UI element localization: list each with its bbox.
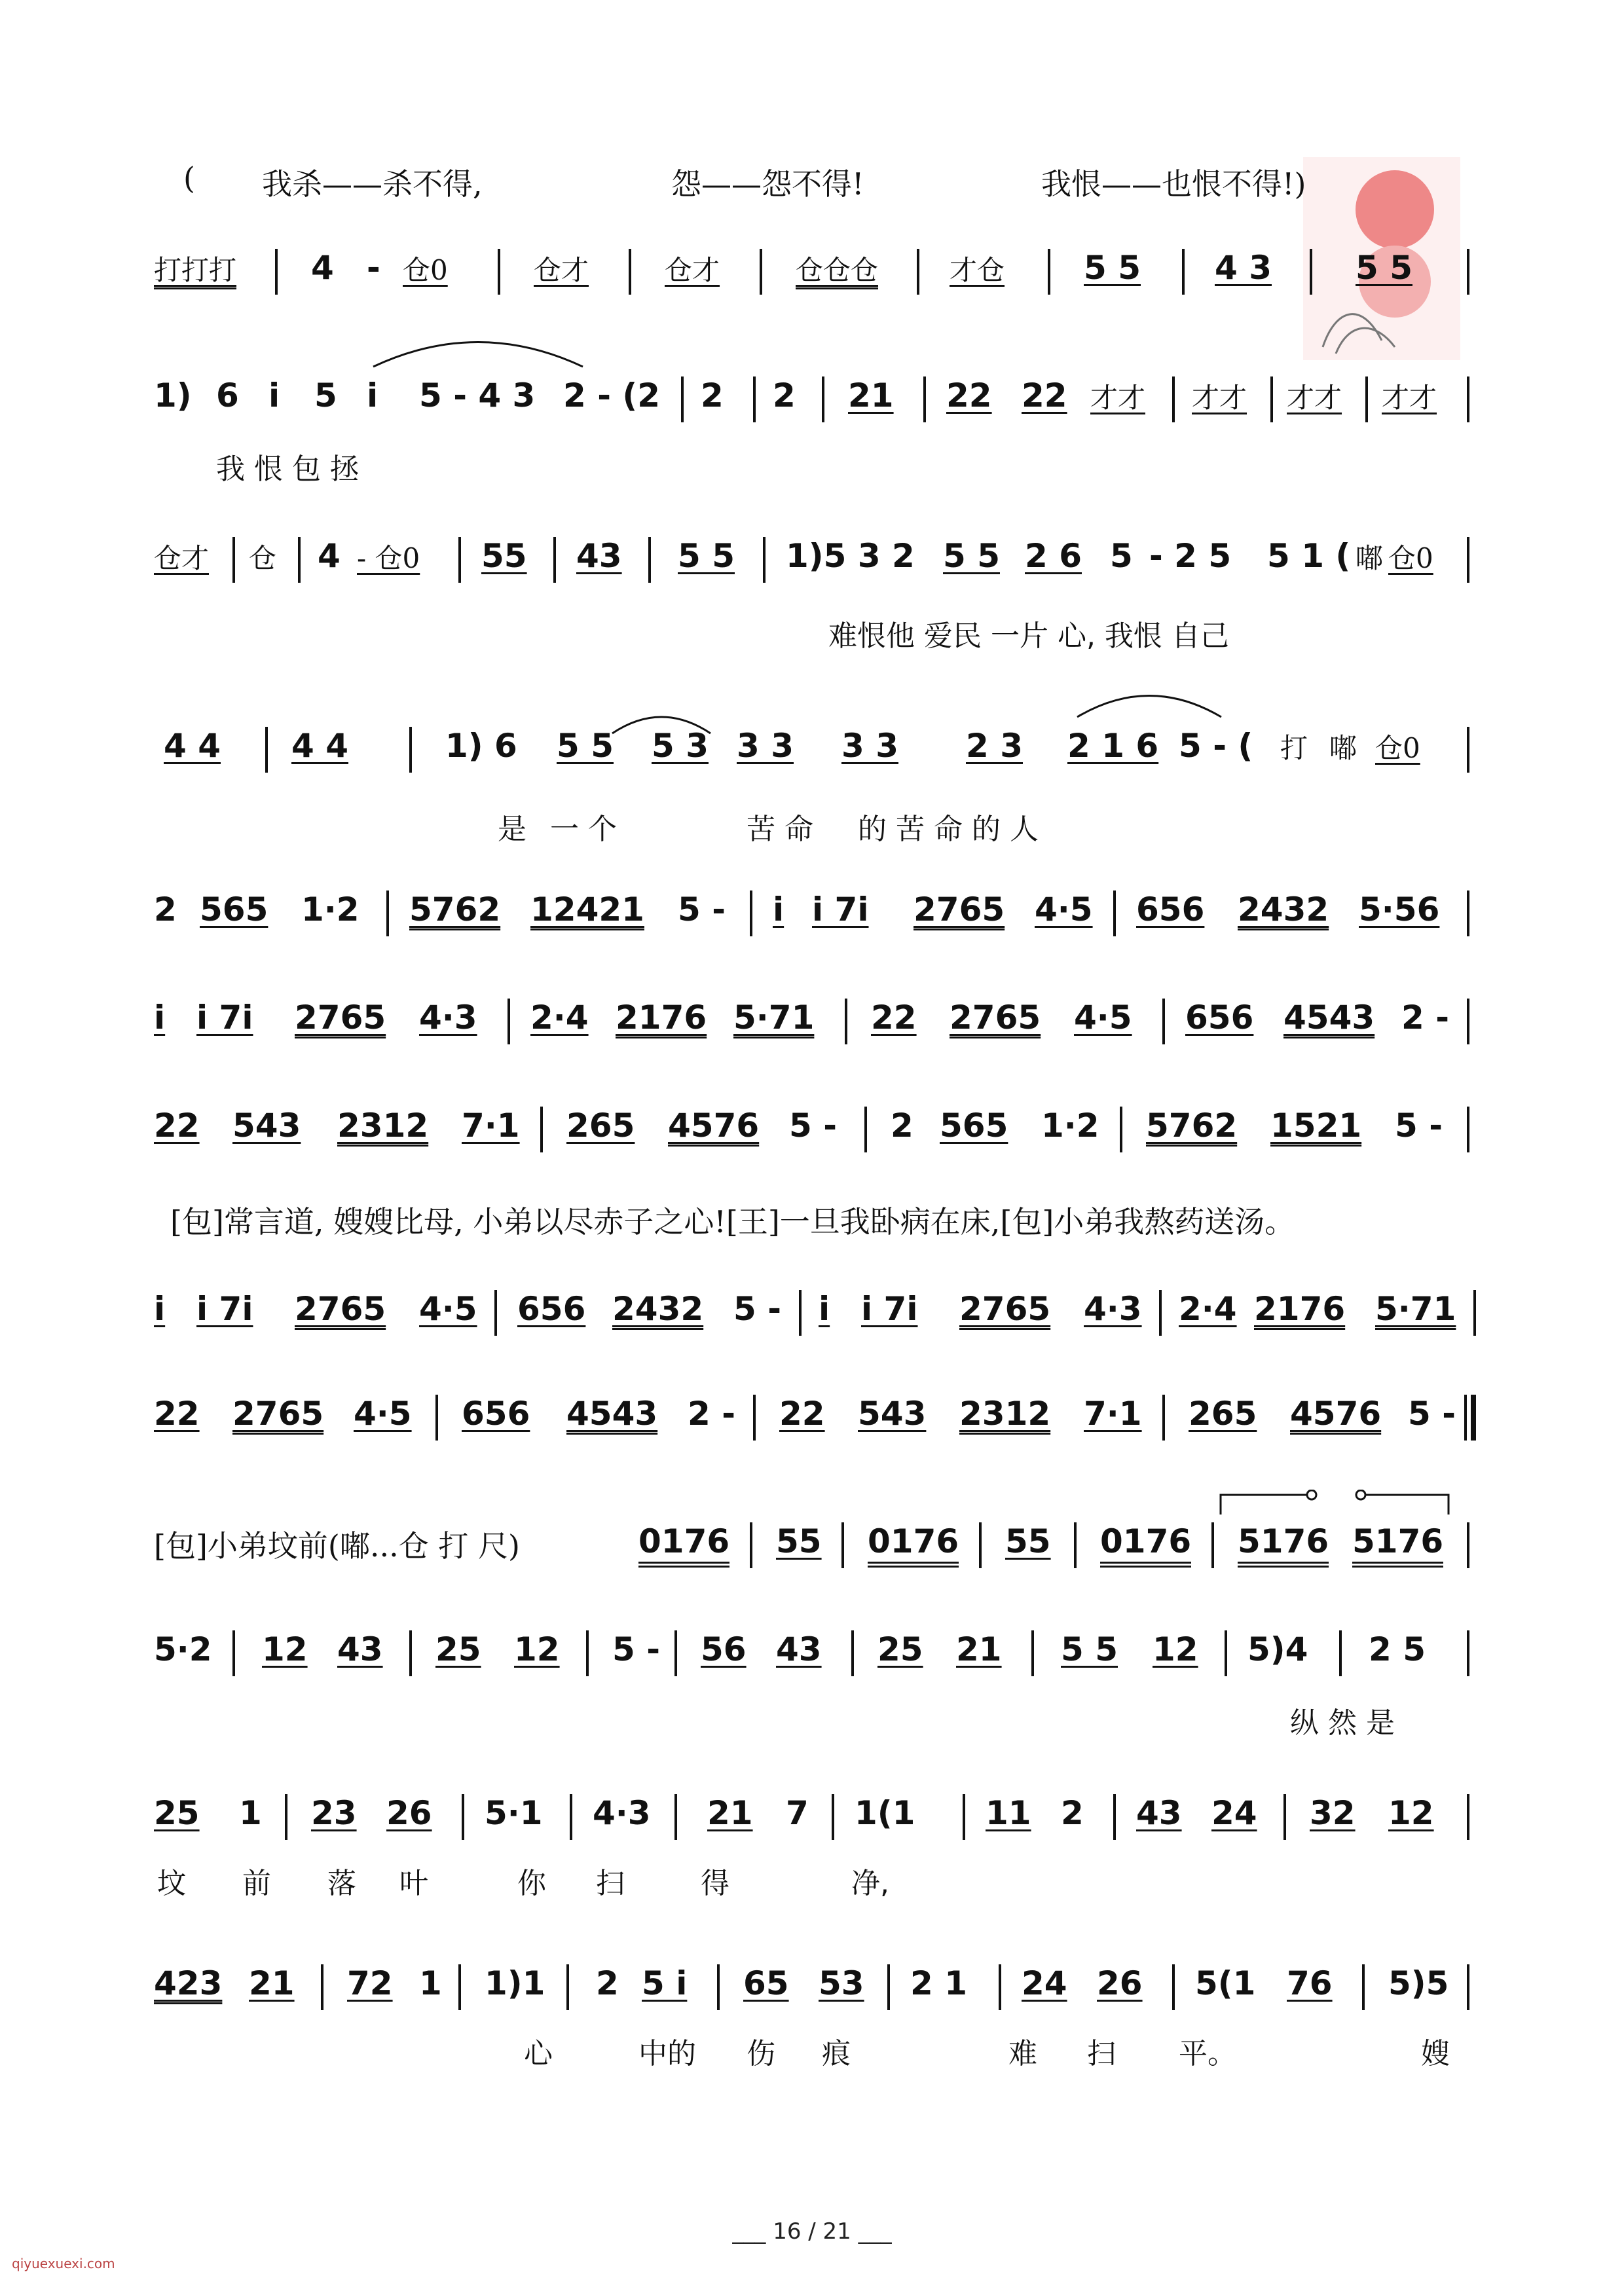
bar-line	[1074, 1522, 1077, 1568]
note-group: 23	[311, 1794, 357, 1832]
note-group: 6	[216, 376, 239, 414]
bar-line	[681, 376, 684, 422]
note-group: 打	[1280, 732, 1308, 764]
note-group: 才才	[1090, 382, 1146, 414]
bar-line	[409, 1630, 412, 1676]
bar-line	[629, 249, 631, 295]
note-group: 21	[848, 376, 894, 414]
open-paren: (	[183, 160, 195, 196]
note-group: 嘟	[1329, 732, 1357, 764]
note-group: 22	[946, 376, 992, 414]
bar-line	[648, 537, 651, 583]
note-group: 5 - (	[1179, 727, 1253, 765]
note-group: 22	[1022, 376, 1067, 414]
lyrics: 难恨他 爱民 一片 心, 我恨 自己	[828, 619, 1229, 653]
note-group: 22	[154, 1107, 200, 1145]
note-group: 1)	[154, 376, 192, 414]
note-group: 才才	[1287, 382, 1342, 414]
note-group: 1)5 3 2	[786, 537, 915, 575]
note-group: - 2 5	[1149, 537, 1232, 575]
note-group: 5·1	[485, 1794, 543, 1832]
note-group: 25	[435, 1630, 481, 1668]
note-group: 0176	[638, 1522, 729, 1568]
note-group: 65	[743, 1964, 789, 2002]
note-group: 5176	[1238, 1522, 1329, 1568]
note-group: - 仓0	[357, 542, 420, 574]
lyrics: 前	[242, 1867, 271, 1900]
note-group: 22	[779, 1395, 825, 1433]
note-group: 3 3	[841, 727, 898, 765]
note-group: 5 -	[789, 1107, 837, 1145]
note-group: 7	[786, 1794, 809, 1832]
note-group: 3 3	[737, 727, 794, 765]
bar-line	[1362, 1964, 1365, 2010]
bar-line	[1467, 1964, 1469, 2010]
lyrics: 嫂	[1421, 2037, 1450, 2070]
note-group: 22	[154, 1395, 200, 1433]
bar-line	[750, 1522, 752, 1568]
note-group: 5 -	[733, 1290, 781, 1328]
note-group: 565	[200, 890, 268, 928]
bar-line	[1471, 1395, 1476, 1441]
note-group: 4543	[566, 1395, 658, 1433]
lyrics: 是	[498, 813, 526, 846]
bar-line	[799, 1290, 802, 1336]
bar-line	[386, 890, 389, 936]
note-group: 仓仓仓	[796, 254, 879, 286]
lyrics: 净,	[851, 1867, 889, 1900]
note-group: 4·5	[1074, 999, 1132, 1037]
text-c: 我恨——也恨不得!)	[1041, 166, 1306, 202]
note-group: 2432	[612, 1290, 704, 1328]
note-group: 5762	[409, 890, 501, 928]
note-group: 2765	[232, 1395, 324, 1433]
note-group: 11	[986, 1794, 1031, 1832]
note-group: 53	[819, 1964, 864, 2002]
note-group: 仓才	[154, 542, 210, 574]
note-group: 32	[1310, 1794, 1356, 1832]
note-group: 55	[1005, 1522, 1051, 1560]
bar-line	[1283, 1794, 1286, 1840]
bar-line	[232, 537, 235, 583]
lyrics: 扫	[596, 1867, 625, 1900]
note-group: i 7i	[812, 890, 869, 928]
lyrics: 伤	[747, 2037, 775, 2070]
bar-line	[753, 376, 756, 422]
bar-line	[285, 1794, 287, 1840]
note-group: 4576	[668, 1107, 760, 1145]
note-group: i	[819, 1290, 830, 1328]
bar-line	[275, 249, 278, 295]
note-group: 2 -	[688, 1395, 735, 1433]
bar-line	[435, 1395, 438, 1441]
note-group: 656	[462, 1395, 530, 1433]
note-group: 0176	[1100, 1522, 1191, 1568]
note-group: i 7i	[861, 1290, 918, 1328]
note-group: 5762	[1146, 1107, 1238, 1145]
note-group: 仓0	[1388, 542, 1433, 574]
note-group: 2 1 6	[1067, 727, 1159, 765]
note-group: 72	[347, 1964, 393, 2002]
bar-line	[498, 249, 500, 295]
bar-line	[1467, 1522, 1469, 1568]
note-group: 12	[514, 1630, 560, 1668]
note-group: 4576	[1290, 1395, 1382, 1433]
note-group: 5)5	[1388, 1964, 1449, 2002]
bar-line	[832, 1794, 834, 1840]
bar-line	[917, 249, 919, 295]
bar-line	[1172, 1964, 1175, 2010]
lyrics: 苦 命	[747, 813, 813, 846]
lyrics: 难	[1008, 2037, 1037, 2070]
note-group: 5·56	[1359, 890, 1440, 928]
note-group: 2 5	[1369, 1630, 1426, 1668]
note-group: 21	[249, 1964, 295, 2002]
note-group: 4·3	[419, 999, 477, 1037]
bar-line	[1270, 376, 1273, 422]
lyrics: 一 个	[550, 813, 617, 846]
note-group: 5 i	[642, 1964, 688, 2002]
bar-line	[717, 1964, 720, 2010]
note-group: 1	[239, 1794, 262, 1832]
note-group: 5·71	[733, 999, 815, 1037]
lyrics: 中的	[638, 2037, 696, 2070]
bar-line	[674, 1794, 677, 1840]
note-group: 12421	[530, 890, 644, 928]
note-group: 仓	[249, 542, 277, 574]
page-number: ___ 16 / 21 ___	[732, 2218, 892, 2245]
note-group: 2765	[295, 999, 386, 1037]
bar-line	[887, 1964, 890, 2010]
note-group: 565	[940, 1107, 1008, 1145]
note-group: 2	[773, 376, 796, 414]
note-group: 12	[1153, 1630, 1198, 1668]
bar-line	[1464, 1395, 1467, 1441]
bar-line	[570, 1794, 572, 1840]
note-group: 0176	[868, 1522, 959, 1568]
note-group: i	[773, 890, 784, 928]
note-group: 4·3	[1084, 1290, 1142, 1328]
note-group: 43	[776, 1630, 822, 1668]
note-group: 5)4	[1247, 1630, 1308, 1668]
note-group: 55	[481, 537, 527, 575]
note-group: 仓才	[665, 254, 720, 286]
bar-line	[265, 727, 268, 773]
note-group: 43	[576, 537, 622, 575]
note-group: 4·5	[354, 1395, 412, 1433]
note-group: 24	[1022, 1964, 1067, 2002]
lyrics: 得	[701, 1867, 729, 1900]
note-group: 5 1 (	[1267, 537, 1351, 575]
bar-line	[1211, 1522, 1214, 1568]
note-group: 26	[386, 1794, 432, 1832]
note-group: 2765	[913, 890, 1005, 928]
note-group: 4·5	[419, 1290, 477, 1328]
note-group: 21	[956, 1630, 1002, 1668]
note-group: i	[154, 1290, 166, 1328]
bar-line	[1162, 999, 1165, 1044]
note-group: 5 - 4 3	[419, 376, 536, 414]
note-group: 25	[877, 1630, 923, 1668]
note-group: 22	[871, 999, 917, 1037]
note-group: 2312	[337, 1107, 429, 1145]
note-group: 5 -	[1395, 1107, 1443, 1145]
lyrics: 心	[524, 2037, 553, 2070]
note-group: 1·2	[301, 890, 360, 928]
bar-line	[507, 999, 510, 1044]
bar-line	[963, 1794, 965, 1840]
note-group: 4 3	[1215, 249, 1272, 287]
lyrics: 我 恨 包 拯	[216, 452, 359, 486]
note-group: 打打打	[154, 254, 237, 286]
bar-line	[1339, 1630, 1342, 1676]
note-group: 5 5	[557, 727, 614, 765]
note-group: 21	[707, 1794, 753, 1832]
note-group: 2765	[959, 1290, 1051, 1328]
note-group: 2 6	[1025, 537, 1082, 575]
note-group: 2	[596, 1964, 619, 2002]
site-watermark: qiyuexuexi.com	[12, 2256, 115, 2271]
note-group: 2 -	[1401, 999, 1449, 1037]
bar-line	[822, 376, 824, 422]
lyrics: 纵 然 是	[1290, 1706, 1395, 1740]
text-a: 我杀——杀不得,	[262, 166, 483, 202]
bar-line	[321, 1964, 323, 2010]
note-group: 24	[1211, 1794, 1257, 1832]
bar-line	[1310, 249, 1312, 295]
lyrics: 你	[517, 1867, 546, 1900]
bar-line	[1182, 249, 1185, 295]
note-group: 才才	[1192, 382, 1247, 414]
bar-line	[232, 1630, 235, 1676]
note-group: 5·2	[154, 1630, 212, 1668]
interlude-text: [包]小弟坟前(嘟...仓 打 尺)	[154, 1528, 520, 1564]
text-b: 怨——怨不得!	[671, 166, 864, 202]
note-group: 5 5	[943, 537, 1000, 575]
bar-line	[1159, 1290, 1162, 1336]
note-group: 2765	[295, 1290, 386, 1328]
note-group: -	[367, 249, 380, 287]
note-group: 265	[1189, 1395, 1257, 1433]
note-group: 2176	[616, 999, 707, 1037]
note-group: 26	[1097, 1964, 1143, 2002]
bar-line	[760, 249, 762, 295]
note-group: 嘟	[1356, 542, 1384, 574]
bar-line	[674, 1630, 677, 1676]
bar-line	[458, 537, 461, 583]
note-group: 5·71	[1375, 1290, 1456, 1328]
note-group: 2·4	[530, 999, 589, 1037]
note-group: i	[367, 376, 378, 414]
repeat-bracket	[1218, 1490, 1454, 1516]
note-group: 2 3	[966, 727, 1023, 765]
note-group: 1521	[1270, 1107, 1362, 1145]
bar-line	[1113, 890, 1116, 936]
note-group: 4 4	[291, 727, 348, 765]
note-group: 5 5	[1061, 1630, 1118, 1668]
bar-line	[1473, 1290, 1476, 1336]
note-group: i	[268, 376, 280, 414]
bar-line	[1467, 1630, 1469, 1676]
bar-line	[1467, 727, 1469, 773]
note-group: 才才	[1382, 382, 1437, 414]
note-group: 1) 6	[445, 727, 517, 765]
note-group: 265	[566, 1107, 635, 1145]
note-group: 656	[517, 1290, 586, 1328]
bar-line	[1467, 1794, 1469, 1840]
note-group: 2765	[950, 999, 1041, 1037]
note-group: 5 3	[652, 727, 709, 765]
note-group: 7·1	[462, 1107, 520, 1145]
note-group: 5176	[1352, 1522, 1443, 1568]
note-group: 5 -	[678, 890, 726, 928]
note-group: 仓0	[403, 254, 448, 286]
note-group: 4	[311, 249, 334, 287]
note-group: 4543	[1283, 999, 1375, 1037]
note-group: 56	[701, 1630, 747, 1668]
note-group: 1	[419, 1964, 442, 2002]
lyrics: 痕	[822, 2037, 851, 2070]
note-group: 5 5	[678, 537, 735, 575]
bar-line	[586, 1630, 589, 1676]
note-group: 1)1	[485, 1964, 545, 2002]
lyrics: 平。	[1179, 2037, 1236, 2070]
note-group: 仓才	[534, 254, 589, 286]
bar-line	[553, 537, 556, 583]
bar-line	[1467, 537, 1469, 583]
bar-line	[298, 537, 301, 583]
bar-line	[1162, 1395, 1165, 1441]
bar-line	[1120, 1107, 1122, 1152]
bar-line	[1048, 249, 1050, 295]
bar-line	[845, 999, 847, 1044]
slur-mark	[1074, 684, 1225, 720]
note-group: 5 -	[612, 1630, 660, 1668]
lyrics: 扫	[1087, 2037, 1116, 2070]
dialogue-line: [包]常言道, 嫂嫂比母, 小弟以尽赤子之心![王]一旦我卧病在床,[包]小弟我熬药送汤。	[170, 1204, 1295, 1239]
note-group: 543	[232, 1107, 301, 1145]
note-group: 43	[1136, 1794, 1182, 1832]
note-group: i 7i	[196, 999, 253, 1037]
bar-line	[1365, 376, 1368, 422]
bar-line	[1225, 1630, 1227, 1676]
bar-line	[1467, 249, 1469, 295]
bar-line	[1172, 376, 1175, 422]
note-group: 656	[1136, 890, 1205, 928]
bar-line	[409, 727, 412, 773]
bar-line	[540, 1107, 543, 1152]
note-group: 25	[154, 1794, 200, 1832]
note-group: 43	[337, 1630, 383, 1668]
lyrics: 的 苦 命 的 人	[858, 813, 1039, 846]
note-group: 4 4	[164, 727, 221, 765]
note-group: 2176	[1254, 1290, 1346, 1328]
bar-line	[750, 890, 752, 936]
bar-line	[1113, 1794, 1116, 1840]
note-group: 1(1	[855, 1794, 915, 1832]
lyrics: 落	[327, 1867, 356, 1900]
bar-line	[979, 1522, 982, 1568]
bar-line	[999, 1964, 1001, 2010]
note-group: 2 1	[910, 1964, 967, 2002]
note-group: 2312	[959, 1395, 1051, 1433]
note-group: 2432	[1238, 890, 1329, 928]
bar-line	[763, 537, 766, 583]
bar-line	[494, 1290, 497, 1336]
note-group: 5 -	[1408, 1395, 1456, 1433]
bar-line	[1467, 890, 1469, 936]
bar-line	[1467, 1107, 1469, 1152]
bar-line	[864, 1107, 867, 1152]
note-group: 5(1	[1195, 1964, 1256, 2002]
note-group: 2	[1061, 1794, 1084, 1832]
note-group: 2·4	[1179, 1290, 1237, 1328]
bar-line	[753, 1395, 756, 1441]
note-group: 2 - (2	[563, 376, 660, 414]
bar-line	[1467, 376, 1469, 422]
note-group: 仓0	[1375, 732, 1420, 764]
bar-line	[458, 1964, 461, 2010]
bar-line	[566, 1964, 569, 2010]
note-group: 423	[154, 1964, 223, 2002]
note-group: 55	[776, 1522, 822, 1560]
bar-line	[923, 376, 926, 422]
slur-mark	[367, 331, 589, 370]
note-group: i 7i	[196, 1290, 253, 1328]
note-group: 2	[891, 1107, 913, 1145]
note-group: 12	[262, 1630, 308, 1668]
bar-line	[1031, 1630, 1034, 1676]
bar-line	[462, 1794, 464, 1840]
bar-line	[841, 1522, 844, 1568]
note-group: i	[154, 999, 166, 1037]
note-group: 才仓	[950, 254, 1005, 286]
note-group: 5 5	[1084, 249, 1141, 287]
note-group: 543	[858, 1395, 927, 1433]
bar-line	[851, 1630, 854, 1676]
note-group: 7·1	[1084, 1395, 1142, 1433]
note-group: 5 5	[1356, 249, 1412, 287]
note-group: 656	[1185, 999, 1254, 1037]
note-group: 2	[701, 376, 724, 414]
note-group: 1·2	[1041, 1107, 1099, 1145]
note-group: 5	[314, 376, 337, 414]
note-group: 12	[1388, 1794, 1434, 1832]
lyrics: 坟	[157, 1867, 186, 1900]
note-group: 4·5	[1035, 890, 1093, 928]
note-group: 4	[318, 537, 341, 575]
note-group: 4·3	[593, 1794, 651, 1832]
note-group: 5	[1110, 537, 1133, 575]
note-group: 2	[154, 890, 177, 928]
bar-line	[1467, 999, 1469, 1044]
note-group: 76	[1287, 1964, 1333, 2002]
lyrics: 叶	[399, 1867, 428, 1900]
